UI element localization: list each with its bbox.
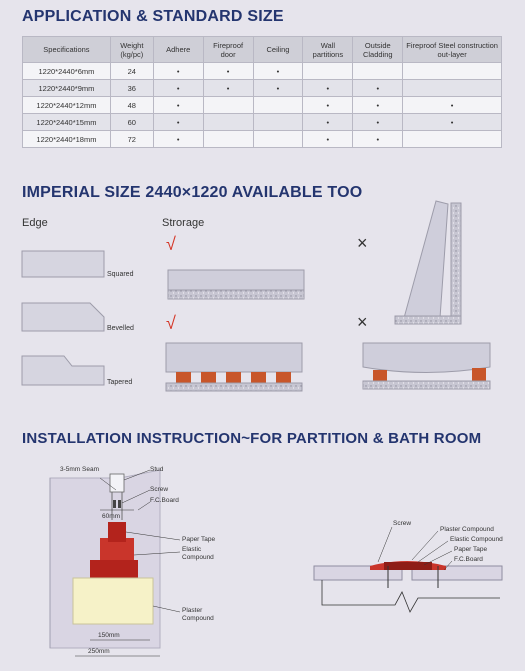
edge-label-bevelled: Bevelled bbox=[107, 325, 134, 332]
table-cell: 36 bbox=[110, 80, 153, 97]
callout-line bbox=[412, 531, 438, 560]
table-cell: • bbox=[353, 131, 403, 148]
table-cell: 1220*2440*6mm bbox=[23, 63, 111, 80]
table-cell: • bbox=[253, 63, 303, 80]
dim-250-label: 250mm bbox=[88, 648, 110, 655]
header-cell: Wall partitions bbox=[303, 37, 353, 63]
cross-icon: × bbox=[357, 312, 368, 332]
plaster-label: Plaster Compound bbox=[182, 607, 214, 622]
edge-label-squared: Squared bbox=[107, 271, 134, 278]
check-icon: √ bbox=[166, 313, 176, 333]
header-cell: Ceiling bbox=[253, 37, 303, 63]
header-cell: Weight (kg/pc) bbox=[110, 37, 153, 63]
table-cell: • bbox=[203, 63, 253, 80]
table-cell: • bbox=[153, 63, 203, 80]
bath-screw-label: Screw bbox=[393, 520, 412, 527]
screw-label: Screw bbox=[150, 486, 169, 493]
header-cell: Fireproof door bbox=[203, 37, 253, 63]
tape-label: Paper Tape bbox=[182, 536, 216, 543]
table-cell: • bbox=[353, 97, 403, 114]
table-cell: • bbox=[303, 80, 353, 97]
header-cell: Fireproof Steel construction out-layer bbox=[403, 37, 502, 63]
check-icon: √ bbox=[166, 234, 176, 254]
installation-heading: INSTALLATION INSTRUCTION~FOR PARTITION & BATH ROOM bbox=[22, 430, 482, 447]
edge-label-tapered: Tapered bbox=[107, 379, 133, 386]
cross-icon: × bbox=[357, 233, 368, 253]
table-cell: 1220*2440*15mm bbox=[23, 114, 111, 131]
table-cell: • bbox=[353, 114, 403, 131]
table-cell: • bbox=[253, 80, 303, 97]
callout-line bbox=[418, 541, 448, 562]
storage-title: Strorage bbox=[162, 217, 205, 229]
callout-line bbox=[378, 527, 392, 562]
table-cell: • bbox=[153, 114, 203, 131]
table-cell: • bbox=[403, 97, 502, 114]
table-cell: • bbox=[153, 131, 203, 148]
bath-tape-label: Paper Tape bbox=[454, 546, 488, 553]
table-cell: 72 bbox=[110, 131, 153, 148]
screw-head bbox=[118, 500, 121, 508]
plaster-compound bbox=[73, 578, 153, 624]
table-cell: 1220*2440*12mm bbox=[23, 97, 111, 114]
stud bbox=[110, 474, 124, 492]
table-cell: 24 bbox=[110, 63, 153, 80]
elastic-label: Elastic Compound bbox=[182, 546, 214, 561]
joist bbox=[322, 580, 500, 612]
board-label: F.C.Board bbox=[150, 497, 179, 504]
table-cell: 1220*2440*9mm bbox=[23, 80, 111, 97]
stud-label: Stud bbox=[150, 466, 164, 473]
edge-title: Edge bbox=[22, 217, 48, 229]
header-cell: Specifications bbox=[23, 37, 111, 63]
header-cell: Outside Cladding bbox=[353, 37, 403, 63]
paper-tape bbox=[108, 522, 126, 542]
table-cell: • bbox=[203, 80, 253, 97]
table-cell: • bbox=[303, 114, 353, 131]
screw-head bbox=[113, 500, 116, 508]
bath-elastic-label: Elastic Compound bbox=[450, 536, 503, 543]
table-cell: • bbox=[403, 114, 502, 131]
gap-label: 60mm bbox=[102, 513, 121, 520]
table-cell: 60 bbox=[110, 114, 153, 131]
table-cell: • bbox=[303, 131, 353, 148]
table-cell: • bbox=[353, 80, 403, 97]
table-cell: • bbox=[153, 97, 203, 114]
bath-plaster-label: Plaster Compound bbox=[440, 526, 494, 533]
application-heading: APPLICATION & STANDARD SIZE bbox=[22, 8, 284, 25]
bath-board-label: F.C.Board bbox=[454, 556, 483, 563]
callout-line bbox=[424, 551, 452, 565]
dim-150-label: 150mm bbox=[98, 632, 120, 639]
imperial-heading: IMPERIAL SIZE 2440×1220 AVAILABLE TOO bbox=[22, 184, 363, 201]
table-cell: 1220*2440*18mm bbox=[23, 131, 111, 148]
table-cell: • bbox=[153, 80, 203, 97]
table-cell: 48 bbox=[110, 97, 153, 114]
table-cell: • bbox=[303, 97, 353, 114]
header-cell: Adhere bbox=[153, 37, 203, 63]
seam-label: 3-5mm Seam bbox=[60, 466, 100, 473]
joint-core bbox=[384, 562, 432, 570]
